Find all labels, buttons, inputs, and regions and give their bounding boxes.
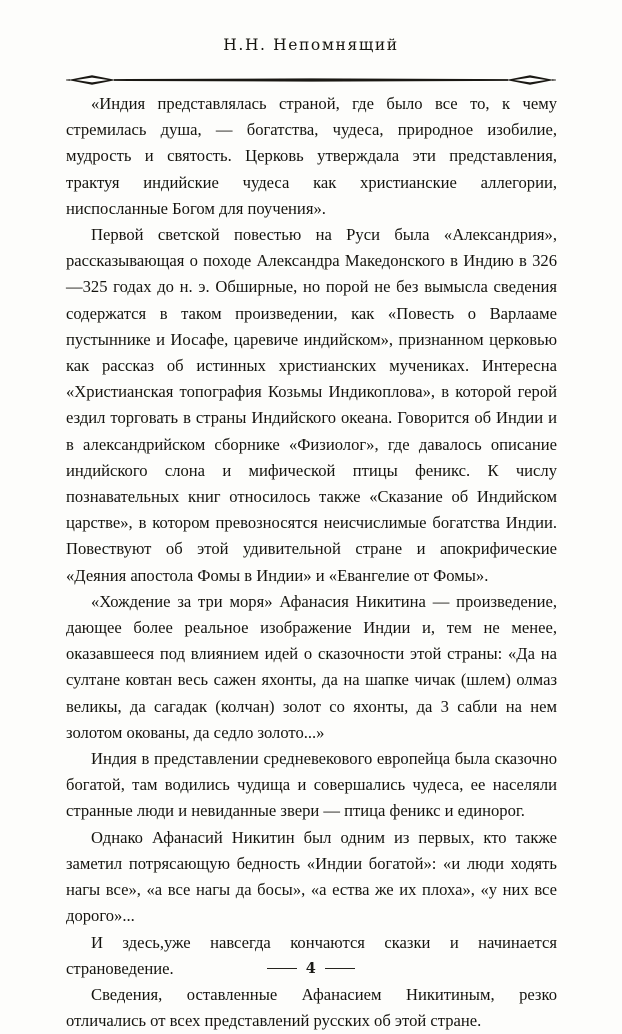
paragraph: И здесь,уже навсегда кончаются сказки и начинается страноведение. xyxy=(66,932,557,978)
body-text-column xyxy=(66,91,557,1034)
paragraph: Индия в представлении средневекового европейца была сказочно богатой, там водились чудища и совершались чудеса, ее населяли странные люди и невиданные звери — птица феникс и единорог. xyxy=(66,749,557,821)
page-number: 4 xyxy=(305,960,317,977)
paragraph: «Индия представлялась страной, где было все то, к чему стремилась душа, — богатства, чудеса, природное изобилие, мудрость и святость. Церковь утверждала эти представления, трактуя индийские чудеса как христианские аллегории, ниспосланные Богом для поучения». xyxy=(66,94,557,218)
page-folio xyxy=(0,960,622,977)
running-head-author: Н.Н. Непомнящий xyxy=(223,36,399,54)
paragraph: Первой светской повестью на Руси была «Александрия», рассказывающая о походе Александра Македонского в Индию в 326—325 годах до н. э. Обширные, но порой не без вымысла сведения содержатся в таком произведении, как «Повесть о Варлааме пустыннике и Иосафе, царевиче индийском», признанном церковью как рассказ об истинных христианских мучениках. Интересна «Христианская топография Козьмы Индикоплова», в которой герой ездил торговать в страны Индийского океана. Говорится об Индии и в александрийском сборнике «Физиолог», где давалось описание индийского слона и мифической птицы феникс. К числу познавательных книг относилось также «Сказание об Индийском царстве», в котором превозносятся неисчислимые богатства Индии. Повествуют об этой удивительной стране и апокрифические «Деяния апостола Фомы в Индии» и «Евангелие от Фомы». xyxy=(66,225,557,585)
diamond-rule-ornament xyxy=(66,70,556,90)
paragraph: Однако Афанасий Никитин был одним из первых, кто также заметил потрясающую бедность «Индии богатой»: «и люди ходять нагы все», «а все нагы да босы», «а ества же их плоха», «у них все дорого»... xyxy=(66,827,557,926)
paragraph: «Хождение за три моря» Афанасия Никитина — произведение, дающее более реальное изображение Индии и, тем не менее, оказавшееся под влиянием идей о сказочности этой страны: «Да на султане ковтан весь сажен яхонты, да на шапке чичак (шлем) олмаз великы, да сагадак (колчан) золот со яхонты, да 3 сабли на нем золотом окованы, да седло золото...» xyxy=(66,591,557,742)
paragraph: Сведения, оставленные Афанасием Никитиным, резко отличались от всех представлений русских об этой стране. xyxy=(66,984,557,1031)
folio-rule-right xyxy=(325,968,355,970)
folio-rule-left xyxy=(267,968,297,970)
